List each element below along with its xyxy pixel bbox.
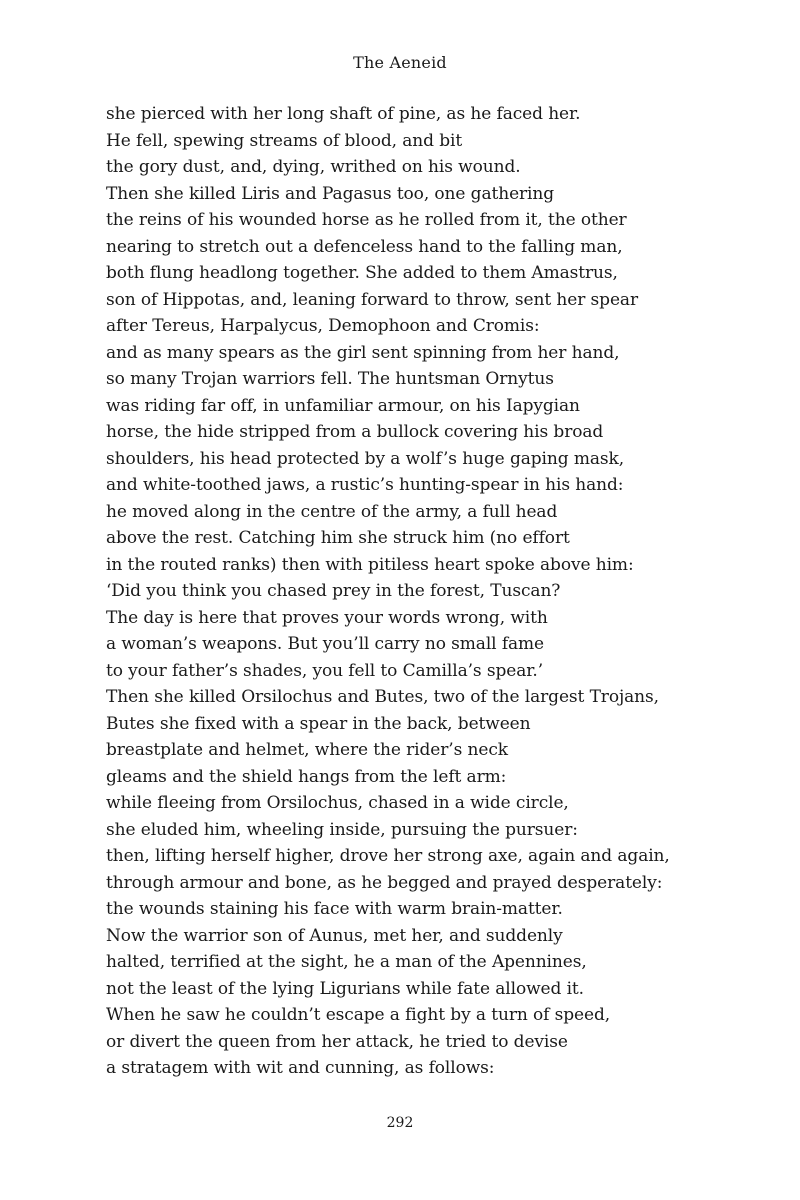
verse-line: Butes she fixed with a spear in the back, between [106,713,531,734]
verse-line: Now the warrior son of Aunus, met her, and suddenly [106,925,563,946]
verse-line: the gory dust, and, dying, writhed on his wound. [106,157,521,177]
verse-line: When he saw he couldn’t escape a fight by a turn of speed, [106,1005,611,1025]
verse-line: through armour and bone, as he begged and prayed desperately: [106,872,663,893]
verse-line: so many Trojan warriors fell. The huntsman Ornytus [106,369,554,389]
verse-line: shoulders, his head protected by a wolf’s huge gaping mask, [106,448,625,469]
verse-line: ‘Did you think you chased prey in the forest, Tuscan? [106,581,561,601]
verse-line: halted, terrified at the sight, he a man of the Apennines, [106,952,587,972]
verse-line: He fell, spewing streams of blood, and bit [106,130,463,151]
verse-line: the wounds staining his face with warm brain-matter. [106,899,563,919]
running-title: The Aeneid [353,53,447,72]
verse-line: both flung headlong together. She added to them Amastrus, [106,263,618,283]
verse-line: then, lifting herself higher, drove her strong axe, again and again, [106,846,670,866]
verse-line: to your father’s shades, you fell to Camilla’s spear.’ [106,660,543,681]
verse-line: and white-toothed jaws, a rustic’s hunting-spear in his hand: [106,475,624,495]
verse-line: a woman’s weapons. But you’ll carry no small fame [106,634,545,654]
page-number: 292 [386,1115,414,1131]
verse-line: nearing to stretch out a defenceless hand to the falling man, [106,236,623,257]
verse-line: the reins of his wounded horse as he rolled from it, the other [106,210,627,230]
verse-line: and as many spears as the girl sent spinning from her hand, [106,342,620,363]
verse-line: she eluded him, wheeling inside, pursuing the pursuer: [106,819,578,840]
verse-line: son of Hippotas, and, leaning forward to throw, sent her spear [106,289,638,310]
verse-line: was riding far off, in unfamiliar armour, on his Iapygian [106,395,580,416]
verse-line: above the rest. Catching him she struck him (no effort [106,528,570,548]
verse-line: Then she killed Liris and Pagasus too, one gathering [106,183,555,204]
poem-text [106,101,726,1082]
verse-line: a stratagem with wit and cunning, as follows: [106,1058,495,1078]
verse-line: she pierced with her long shaft of pine, as he faced her. [106,104,581,124]
verse-line: Then she killed Orsilochus and Butes, two of the largest Trojans, [106,687,659,707]
verse-line: breastplate and helmet, where the rider’s neck [106,740,508,760]
verse-line: gleams and the shield hangs from the left arm: [106,766,507,787]
verse-line: horse, the hide stripped from a bullock covering his broad [106,422,604,442]
verse-line: The day is here that proves your words wrong, with [106,607,548,628]
verse-line: not the least of the lying Ligurians while fate allowed it. [106,978,584,999]
verse-line: in the routed ranks) then with pitiless heart spoke above him: [106,554,634,575]
verse-line: or divert the queen from her attack, he tried to devise [106,1031,568,1052]
verse-line: while fleeing from Orsilochus, chased in a wide circle, [106,793,569,813]
verse-line: after Tereus, Harpalycus, Demophoon and Cromis: [106,316,540,336]
verse-line: he moved along in the centre of the army, a full head [106,501,558,522]
